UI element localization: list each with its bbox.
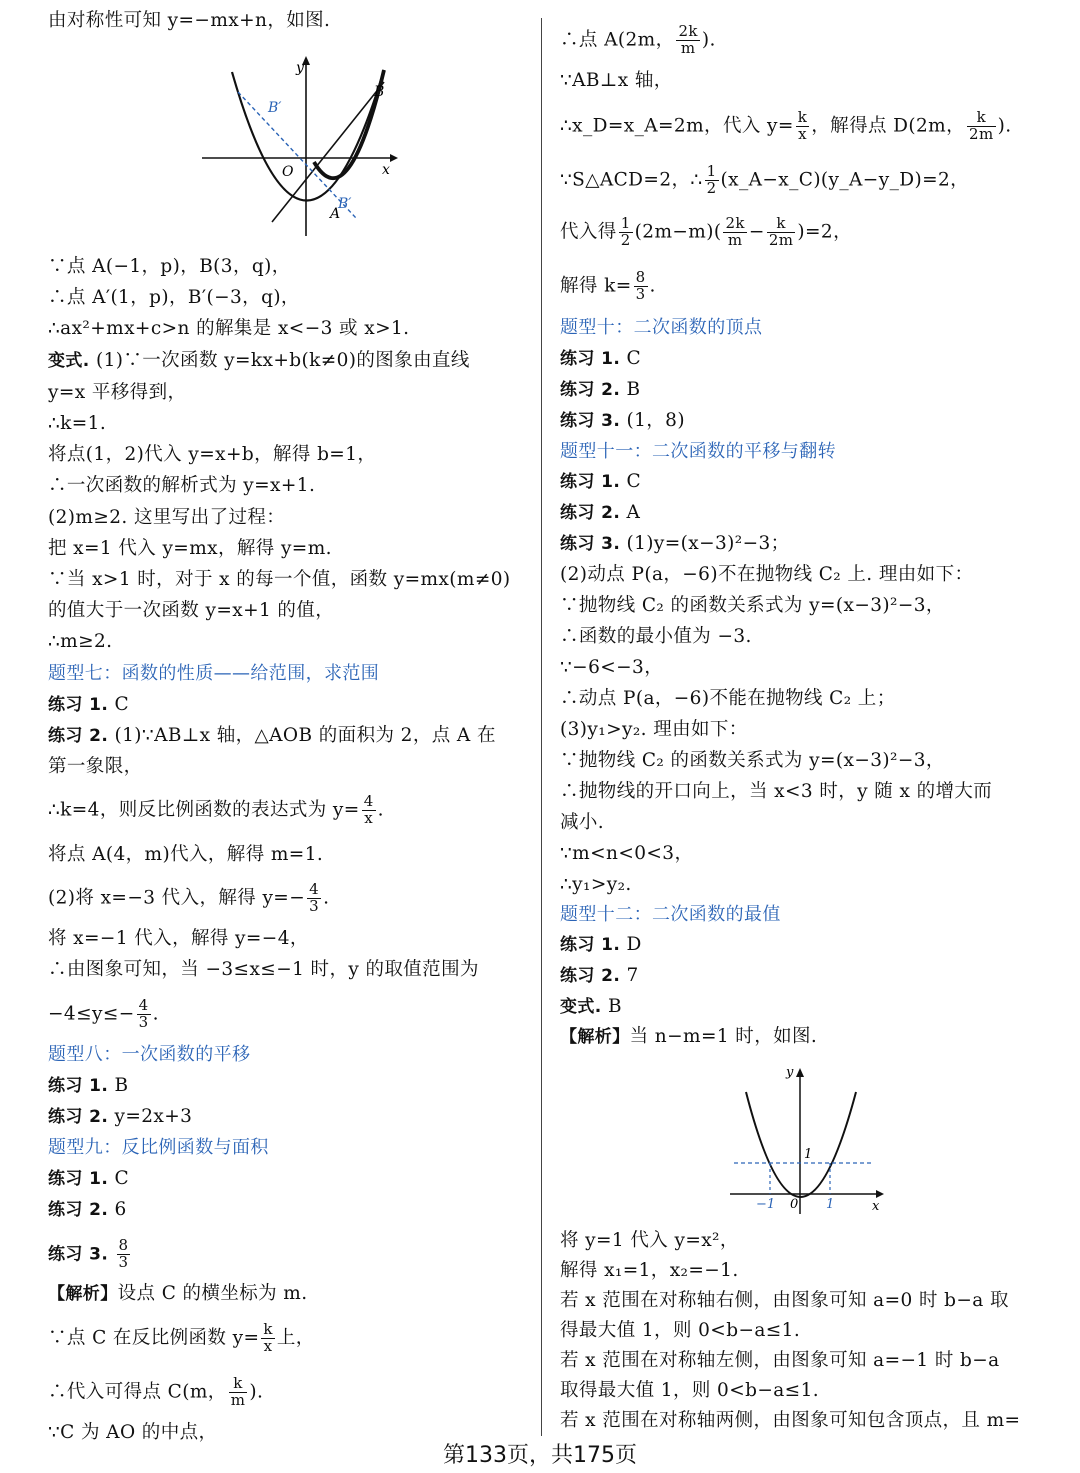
text-line bbox=[48, 882, 329, 915]
answer: C bbox=[108, 1168, 130, 1189]
text-line bbox=[560, 164, 969, 197]
denominator: 3 bbox=[309, 896, 320, 915]
denominator: 3 bbox=[635, 284, 646, 303]
x-axis-arrow bbox=[876, 1190, 884, 1198]
text-line: 的值大于一次函数 y=x+1 的值， bbox=[48, 600, 335, 621]
denominator: x bbox=[798, 124, 807, 143]
text-line: ∵AB⊥x 轴， bbox=[560, 70, 673, 91]
text-line bbox=[560, 216, 852, 249]
text-line: ∵抛物线 C₂ 的函数关系式为 y=(x−3)²−3， bbox=[560, 595, 945, 616]
practice-line bbox=[48, 723, 496, 749]
text: (1)∵AB⊥x 轴，△AOB 的面积为 2，点 A 在 bbox=[108, 725, 496, 746]
text-line: ∵−6<−3， bbox=[560, 657, 664, 678]
text-line: ∴y₁>y₂. bbox=[560, 874, 632, 895]
practice-line bbox=[560, 346, 641, 372]
denominator: x bbox=[364, 808, 374, 827]
answer: C bbox=[620, 348, 642, 369]
text: 解得 k= bbox=[560, 275, 632, 297]
practice-line bbox=[560, 469, 641, 495]
denominator: x bbox=[263, 1336, 273, 1355]
text-line: (2)动点 P(a，−6)不在抛物线 C₂ 上. 理由如下： bbox=[560, 564, 974, 585]
practice-line bbox=[560, 994, 622, 1020]
denominator: m bbox=[727, 230, 743, 249]
numerator: k bbox=[967, 110, 996, 127]
label-origin: 0 bbox=[790, 1197, 799, 1212]
practice-line bbox=[560, 531, 790, 557]
answer: C bbox=[620, 471, 642, 492]
text: . bbox=[377, 799, 384, 821]
text-line bbox=[560, 110, 1012, 143]
label: 【解析】 bbox=[560, 1027, 630, 1047]
fraction bbox=[767, 216, 796, 249]
text-line: 把 x=1 代入 y=mx，解得 y=m. bbox=[48, 538, 332, 559]
text: ∴k=4，则反比例函数的表达式为 y= bbox=[48, 799, 360, 821]
y-axis-arrow bbox=[796, 1068, 804, 1077]
text: ). bbox=[249, 1381, 264, 1403]
label-y: y bbox=[786, 1065, 794, 1080]
label-b-prime-2: B′ bbox=[338, 196, 352, 212]
label-pos1: 1 bbox=[826, 1197, 835, 1212]
line-ab bbox=[272, 82, 384, 222]
practice-line bbox=[48, 1166, 129, 1192]
section-heading-10: 题型十：二次函数的顶点 bbox=[560, 317, 763, 338]
label-b-prime-1: B′ bbox=[268, 100, 282, 116]
text-line: ∴动点 P(a，−6)不能在抛物线 C₂ 上； bbox=[560, 688, 896, 709]
parabola-figure-2 bbox=[726, 1060, 902, 1218]
numerator: 4 bbox=[363, 792, 374, 810]
numerator: k bbox=[229, 1376, 248, 1393]
fraction bbox=[117, 1238, 131, 1271]
text: (x_A−x_C)(y_A−y_D)=2， bbox=[720, 169, 970, 191]
answer: 6 bbox=[108, 1199, 127, 1220]
text: . bbox=[649, 275, 656, 297]
fraction bbox=[676, 24, 699, 57]
text: . bbox=[152, 1003, 159, 1025]
column-divider bbox=[541, 18, 542, 1436]
text-line: ∵点 A(−1，p)，B(3，q)， bbox=[48, 256, 291, 277]
denominator: 2 bbox=[620, 230, 631, 249]
label: 练习 3. bbox=[560, 411, 621, 431]
practice-line bbox=[48, 1073, 129, 1099]
numerator: 8 bbox=[635, 268, 646, 286]
text-line bbox=[48, 1376, 263, 1409]
answer: B bbox=[601, 996, 622, 1017]
label: 练习 2. bbox=[560, 503, 621, 523]
text-line bbox=[48, 1322, 315, 1355]
label: 练习 2. bbox=[48, 1107, 109, 1127]
numerator: k bbox=[767, 216, 796, 233]
text-line: ∵当 x>1 时，对于 x 的每一个值，函数 y=mx(m≠0) bbox=[48, 569, 511, 590]
label: 练习 1. bbox=[48, 1169, 109, 1189]
section-heading-9: 题型九：反比例函数与面积 bbox=[48, 1137, 269, 1158]
text-line: ∴ax²+mx+c>n 的解集是 x<−3 或 x>1. bbox=[48, 318, 410, 339]
text: − bbox=[748, 221, 765, 243]
text-line: (2)m≥2. 这里写出了过程： bbox=[48, 507, 286, 528]
section-heading-11: 题型十一：二次函数的平移与翻转 bbox=[560, 441, 836, 462]
label-y: y bbox=[296, 60, 304, 76]
label-a: A bbox=[330, 206, 341, 222]
text-line: ∴抛物线的开口向上，当 x<3 时，y 随 x 的增大而 bbox=[560, 781, 993, 802]
text: (1)∵一次函数 y=kx+b(k≠0)的图象由直线 bbox=[89, 350, 470, 371]
text-line bbox=[48, 794, 384, 827]
fraction bbox=[619, 216, 633, 249]
text: 代入得 bbox=[560, 221, 617, 243]
text-line: 由对称性可知 y=−mx+n，如图. bbox=[48, 10, 331, 31]
label: 【解析】 bbox=[48, 1284, 118, 1304]
label: 练习 3. bbox=[48, 1244, 109, 1265]
label: 练习 2. bbox=[48, 1200, 109, 1220]
text-line: 将 x=−1 代入，解得 y=−4， bbox=[48, 928, 309, 949]
text: ∴x_D=x_A=2m，代入 y= bbox=[560, 115, 794, 137]
text: (2)将 x=−3 代入，解得 y=− bbox=[48, 887, 306, 909]
text-line: y=x 平移得到， bbox=[48, 382, 187, 403]
text-line: 得最大值 1，则 0<b−a≤1. bbox=[560, 1320, 801, 1341]
fraction bbox=[307, 882, 321, 915]
label-x: x bbox=[382, 162, 390, 178]
label: 练习 2. bbox=[560, 966, 621, 986]
text: ，解得点 D(2m， bbox=[811, 115, 966, 137]
practice-line bbox=[560, 377, 641, 403]
denominator: 2 bbox=[706, 178, 717, 197]
text: ). bbox=[701, 29, 716, 51]
fraction bbox=[723, 216, 746, 249]
label: 练习 3. bbox=[560, 534, 621, 554]
numerator: k bbox=[263, 1320, 273, 1338]
text-line: 若 x 范围在对称轴右侧，由图象可知 a=0 时 b−a 取 bbox=[560, 1290, 1009, 1311]
fraction bbox=[137, 998, 151, 1031]
text-line bbox=[48, 348, 470, 374]
parabola-figure-1 bbox=[198, 50, 408, 240]
fraction bbox=[362, 794, 376, 827]
label: 练习 2. bbox=[48, 726, 109, 746]
text: −4≤y≤− bbox=[48, 1003, 135, 1025]
practice-line bbox=[560, 408, 685, 434]
label-origin: O bbox=[282, 164, 294, 180]
text-line: 第一象限， bbox=[48, 756, 143, 777]
label: 练习 1. bbox=[560, 472, 621, 492]
label-neg1: −1 bbox=[756, 1197, 776, 1212]
denominator: 3 bbox=[118, 1252, 129, 1271]
text-line: ∵抛物线 C₂ 的函数关系式为 y=(x−3)²−3， bbox=[560, 750, 945, 771]
numerator: 4 bbox=[138, 996, 149, 1014]
text: 上， bbox=[276, 1327, 315, 1349]
text-line: (3)y₁>y₂. 理由如下： bbox=[560, 719, 748, 740]
practice-line bbox=[560, 963, 639, 989]
text: 设点 C 的横坐标为 m. bbox=[117, 1283, 308, 1304]
practice-line bbox=[48, 1197, 127, 1223]
x-axis-arrow bbox=[390, 154, 398, 162]
text-line: 若 x 范围在对称轴两侧，由图象可知包含顶点，且 m= bbox=[560, 1410, 1021, 1431]
text-line: ∴由图象可知，当 −3≤x≤−1 时，y 的取值范围为 bbox=[48, 959, 479, 980]
text-line: ∴函数的最小值为 −3. bbox=[560, 626, 752, 647]
answer: D bbox=[620, 934, 642, 955]
denominator: m bbox=[680, 38, 696, 57]
practice-line bbox=[48, 1238, 132, 1271]
parabola-curve bbox=[746, 1092, 856, 1197]
text-line: ∴一次函数的解析式为 y=x+1. bbox=[48, 475, 316, 496]
fraction bbox=[229, 1376, 248, 1409]
label: 练习 2. bbox=[560, 380, 621, 400]
denominator: m bbox=[230, 1390, 246, 1409]
text-line: 减小. bbox=[560, 812, 605, 833]
text: ∵点 C 在反比例函数 y= bbox=[48, 1327, 260, 1349]
text: (1)y=(x−3)²−3； bbox=[620, 533, 790, 554]
text: )=2， bbox=[797, 221, 852, 243]
practice-line bbox=[48, 1104, 192, 1130]
text: ∵S△ACD=2，∴ bbox=[560, 169, 703, 191]
text-line: 将点 A(4，m)代入，解得 m=1. bbox=[48, 844, 324, 865]
denominator: 2m bbox=[768, 230, 794, 249]
numerator: 4 bbox=[309, 880, 320, 898]
practice-line bbox=[48, 692, 129, 718]
label-b: B bbox=[374, 84, 385, 100]
text-line: 若 x 范围在对称轴左侧，由图象可知 a=−1 时 b−a bbox=[560, 1350, 1000, 1371]
text-line bbox=[560, 24, 716, 57]
text-line bbox=[48, 1281, 308, 1307]
text-line: ∴m≥2. bbox=[48, 631, 113, 652]
denominator: 3 bbox=[138, 1012, 149, 1031]
parabola-curve bbox=[232, 70, 384, 201]
section-heading-7: 题型七：函数的性质——给范围，求范围 bbox=[48, 663, 380, 684]
text-line: ∵C 为 AO 的中点， bbox=[48, 1422, 218, 1443]
text-line bbox=[560, 270, 656, 303]
label: 练习 1. bbox=[48, 1076, 109, 1096]
text-line: ∴k=1. bbox=[48, 413, 107, 434]
answer: 7 bbox=[620, 965, 639, 986]
page-footer: 第133页，共175页 bbox=[443, 1443, 637, 1468]
numerator: 1 bbox=[620, 214, 631, 232]
label: 变式. bbox=[560, 997, 602, 1017]
text-line: 取得最大值 1，则 0<b−a≤1. bbox=[560, 1380, 820, 1401]
text-line bbox=[560, 1024, 817, 1050]
numerator: 1 bbox=[706, 162, 717, 180]
fraction bbox=[705, 164, 719, 197]
label: 练习 1. bbox=[560, 935, 621, 955]
text: . bbox=[323, 887, 330, 909]
numerator: 8 bbox=[118, 1236, 129, 1254]
denominator: 2m bbox=[969, 124, 994, 143]
answer: (1，8) bbox=[620, 410, 685, 431]
text-line: 将点(1，2)代入 y=x+b，解得 b=1， bbox=[48, 444, 377, 465]
section-heading-8: 题型八：一次函数的平移 bbox=[48, 1044, 251, 1065]
text: 当 n−m=1 时，如图. bbox=[629, 1026, 818, 1047]
numerator: 2k bbox=[725, 214, 745, 232]
text-line: 将 y=1 代入 y=x²， bbox=[560, 1230, 739, 1251]
text: ). bbox=[997, 115, 1012, 137]
text: ∴代入可得点 C(m， bbox=[48, 1381, 227, 1403]
label: 变式. bbox=[48, 351, 90, 371]
label-one: 1 bbox=[804, 1147, 813, 1162]
label: 练习 1. bbox=[48, 695, 109, 715]
practice-line bbox=[560, 500, 640, 526]
text: ∴点 A(2m， bbox=[560, 29, 675, 51]
text-line: ∵m<n<0<3， bbox=[560, 843, 694, 864]
answer: B bbox=[620, 379, 641, 400]
fraction bbox=[967, 110, 996, 143]
label: 练习 1. bbox=[560, 349, 621, 369]
fraction bbox=[634, 270, 648, 303]
answer: y=2x+3 bbox=[108, 1106, 193, 1127]
section-heading-12: 题型十二：二次函数的最值 bbox=[560, 904, 781, 925]
answer: C bbox=[108, 694, 130, 715]
label-x: x bbox=[872, 1199, 880, 1214]
text-line bbox=[48, 998, 159, 1031]
numerator: 2k bbox=[678, 22, 698, 40]
answer: B bbox=[108, 1075, 129, 1096]
fraction bbox=[796, 110, 810, 143]
fraction bbox=[261, 1322, 275, 1355]
text-line: 解得 x₁=1，x₂=−1. bbox=[560, 1260, 739, 1281]
text-line: ∴点 A′(1，p)，B′(−3，q)， bbox=[48, 287, 300, 308]
answer: A bbox=[620, 502, 641, 523]
text: (2m−m)( bbox=[634, 221, 722, 243]
numerator: k bbox=[797, 108, 808, 126]
practice-line bbox=[560, 932, 642, 958]
